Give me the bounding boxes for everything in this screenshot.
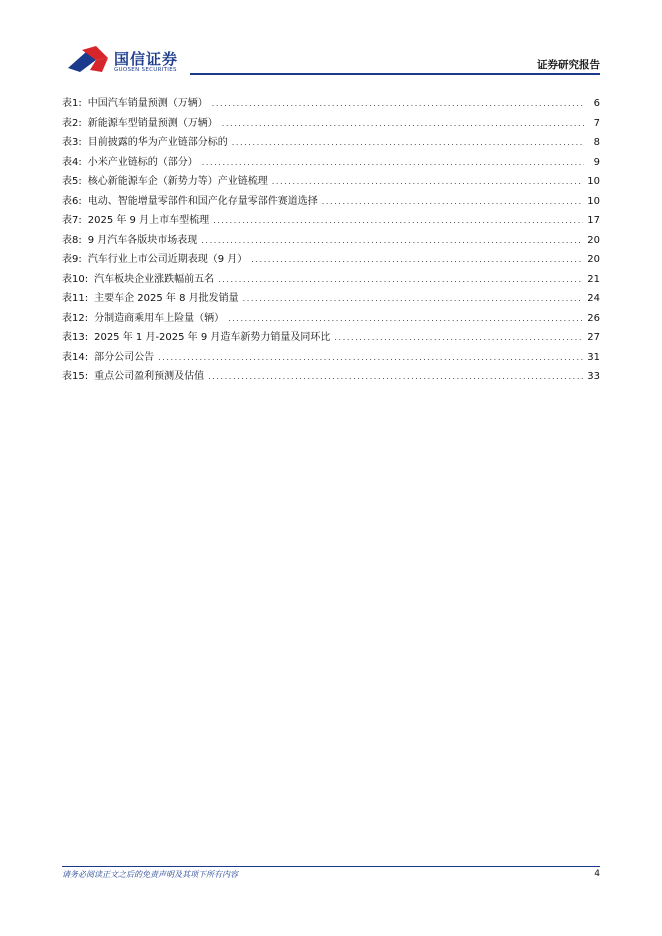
logo-english-text: GUOSEN SECURITIES: [114, 67, 177, 73]
toc-entry-title[interactable]: 汽车板块企业涨跌幅前五名: [94, 273, 215, 285]
toc-leader-dots: [202, 153, 584, 173]
toc-entry[interactable]: [62, 153, 600, 173]
toc-entry-title[interactable]: 2025 年 9 月上市车型梳理: [87, 215, 210, 226]
toc-leader-dots: [201, 231, 583, 251]
logo-chinese-text: 国信证券: [114, 50, 179, 68]
toc-entry-title[interactable]: 新能源车型销量预测（万辆）: [87, 117, 218, 129]
toc-entry[interactable]: [62, 172, 600, 192]
toc-entry-page[interactable]: 21: [587, 273, 600, 285]
toc-entry-title[interactable]: 目前披露的华为产业链部分标的: [87, 137, 228, 148]
toc-entry[interactable]: [62, 250, 600, 270]
toc-entry[interactable]: [62, 289, 600, 309]
toc-entry-label: 表11:: [62, 293, 89, 304]
toc-entry-page[interactable]: 31: [587, 351, 600, 363]
toc-entry-label: 表5:: [62, 176, 82, 187]
toc-entry-page[interactable]: 8: [593, 137, 600, 148]
page-number: 4: [594, 869, 600, 879]
toc-entry-label: 表14:: [62, 351, 89, 363]
footer-disclaimer: 请务必阅读正文之后的免责声明及其项下所有内容: [62, 870, 238, 879]
table-of-figures: [62, 94, 600, 387]
toc-entry-title[interactable]: 主要车企 2025 年 8 月批发销量: [94, 293, 239, 304]
toc-entry-label: 表4:: [62, 156, 82, 168]
toc-leader-dots: [334, 328, 583, 348]
toc-entry[interactable]: [62, 348, 600, 368]
toc-entry-page[interactable]: 10: [587, 195, 600, 207]
toc-entry-title[interactable]: 部分公司公告: [94, 351, 155, 363]
toc-entry-label: 表13:: [62, 332, 89, 343]
toc-leader-dots: [158, 348, 583, 368]
toc-entry-page[interactable]: 6: [593, 98, 600, 109]
toc-entry-page[interactable]: 10: [587, 176, 600, 187]
toc-entry[interactable]: [62, 270, 600, 290]
toc-entry-page[interactable]: 27: [587, 332, 600, 343]
toc-entry[interactable]: [62, 328, 600, 348]
toc-entry[interactable]: [62, 114, 600, 134]
toc-entry-label: 表8:: [62, 234, 82, 246]
toc-entry-label: 表3:: [62, 137, 82, 148]
toc-entry-page[interactable]: 9: [593, 156, 600, 168]
toc-entry-title[interactable]: 分制造商乘用车上险量（辆）: [94, 312, 225, 324]
toc-entry[interactable]: [62, 367, 600, 387]
guosen-logo-icon: [66, 46, 110, 76]
toc-entry-label: 表2:: [62, 117, 82, 129]
toc-entry-label: 表6:: [62, 195, 82, 207]
toc-leader-dots: [243, 289, 584, 309]
toc-leader-dots: [251, 250, 583, 270]
toc-leader-dots: [212, 94, 584, 114]
toc-entry-page[interactable]: 24: [587, 293, 600, 304]
footer-divider: [62, 866, 600, 867]
toc-leader-dots: [213, 211, 583, 231]
toc-entry-label: 表15:: [62, 371, 89, 382]
toc-leader-dots: [222, 114, 584, 134]
toc-entry-label: 表12:: [62, 312, 89, 324]
toc-entry-page[interactable]: 20: [587, 254, 600, 265]
toc-leader-dots: [322, 192, 584, 212]
toc-entry-title[interactable]: 汽车行业上市公司近期表现（9 月）: [87, 254, 248, 265]
toc-entry[interactable]: [62, 192, 600, 212]
toc-entry-page[interactable]: 17: [587, 215, 600, 226]
toc-entry-title[interactable]: 电动、智能增量零部件和国产化存量零部件赛道选择: [87, 195, 318, 207]
toc-leader-dots: [272, 172, 584, 192]
toc-entry-page[interactable]: 26: [587, 312, 600, 324]
toc-entry-title[interactable]: 2025 年 1 月-2025 年 9 月造车新势力销量及同环比: [94, 332, 331, 343]
toc-entry-label: 表9:: [62, 254, 82, 265]
toc-leader-dots: [232, 133, 584, 153]
toc-entry-page[interactable]: 7: [593, 117, 600, 129]
toc-leader-dots: [208, 367, 583, 387]
toc-leader-dots: [228, 309, 583, 329]
toc-entry[interactable]: [62, 94, 600, 114]
toc-entry[interactable]: [62, 133, 600, 153]
header-divider: [190, 73, 600, 75]
toc-entry-title[interactable]: 9 月汽车各版块市场表现: [87, 234, 198, 246]
toc-entry-label: 表1:: [62, 98, 82, 109]
toc-entry-title[interactable]: 重点公司盈利预测及估值: [94, 371, 205, 382]
toc-leader-dots: [218, 270, 583, 290]
company-logo: [66, 46, 186, 78]
page-header: [0, 0, 662, 80]
toc-entry-label: 表7:: [62, 215, 82, 226]
toc-entry-title[interactable]: 核心新能源车企（新势力等）产业链梳理: [87, 176, 268, 187]
toc-entry-page[interactable]: 20: [587, 234, 600, 246]
toc-entry-label: 表10:: [62, 273, 89, 285]
toc-entry[interactable]: [62, 231, 600, 251]
toc-entry[interactable]: [62, 211, 600, 231]
toc-entry-title[interactable]: 中国汽车销量预测（万辆）: [87, 98, 208, 109]
toc-entry-page[interactable]: 33: [587, 371, 600, 382]
toc-entry[interactable]: [62, 309, 600, 329]
toc-entry-title[interactable]: 小米产业链标的（部分）: [87, 156, 198, 168]
report-type-label: 证券研究报告: [537, 59, 600, 71]
